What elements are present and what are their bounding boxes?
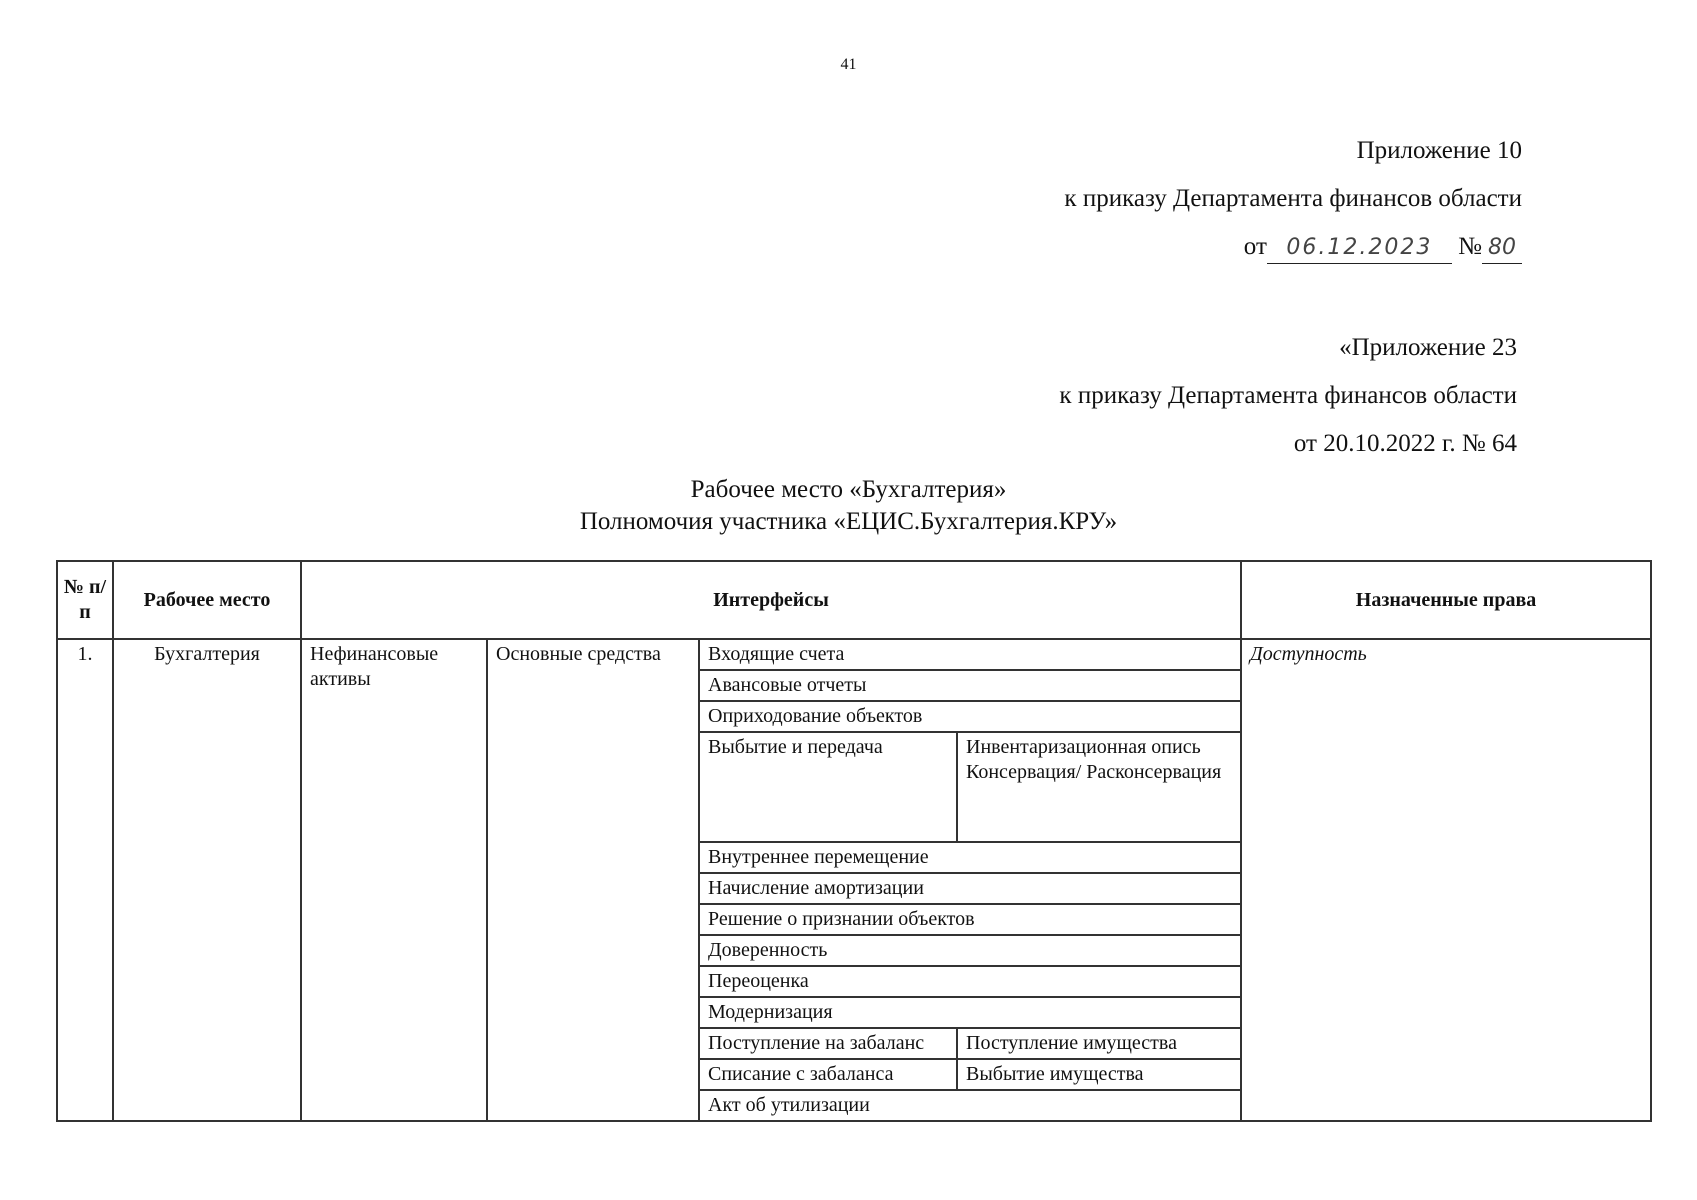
interface-item: Поступление на забаланс bbox=[699, 1028, 957, 1059]
interface-subitem: Инвентаризационная опись bbox=[966, 736, 1201, 758]
row-num: 1. bbox=[57, 639, 113, 1121]
attachment-new-line1: Приложение 10 bbox=[1356, 137, 1522, 164]
interface-item: Начисление амортизации bbox=[699, 873, 1241, 904]
attachment-old-line1: «Приложение 23 bbox=[1339, 334, 1517, 361]
attachment-old-line3: от 20.10.2022 г. № 64 bbox=[1293, 430, 1517, 457]
page-number: 41 bbox=[840, 56, 857, 73]
interface-subitem: Поступление имущества bbox=[957, 1028, 1241, 1059]
header-workplace: Рабочее место bbox=[113, 561, 301, 639]
interface-item: Модернизация bbox=[699, 997, 1241, 1028]
attachment-new-line3 bbox=[1244, 232, 1522, 264]
row-workplace: Бухгалтерия bbox=[113, 639, 301, 1121]
header-num: № п/п bbox=[57, 561, 113, 639]
interface-item: Доверенность bbox=[699, 935, 1241, 966]
document-title: Рабочее место «Бухгалтерия» bbox=[690, 476, 1007, 503]
row-section: Нефинансовые активы bbox=[301, 639, 487, 1121]
interface-subitems bbox=[957, 732, 1241, 842]
handwritten-date: 06.12.2023 bbox=[1267, 233, 1452, 264]
document-subtitle: Полномочия участника «ЕЦИС.Бухгалтерия.КРУ» bbox=[579, 508, 1118, 535]
interface-item: Авансовые отчеты bbox=[699, 670, 1241, 701]
attachment-date-prefix: от bbox=[1243, 233, 1267, 260]
attachment-old-line2: к приказу Департамента финансов области bbox=[1059, 382, 1517, 409]
table-header-row bbox=[57, 561, 1651, 639]
row-rights: Доступность bbox=[1241, 639, 1651, 1121]
interface-item: Входящие счета bbox=[699, 639, 1241, 670]
rights-table bbox=[56, 560, 1652, 1122]
handwritten-number: 80 bbox=[1482, 233, 1522, 264]
attachment-number-prefix: № bbox=[1458, 233, 1482, 260]
table-row bbox=[57, 639, 1651, 670]
interface-item: Списание с забаланса bbox=[699, 1059, 957, 1090]
interface-subitem: Выбытие имущества bbox=[957, 1059, 1241, 1090]
row-subsection: Основные средства bbox=[487, 639, 699, 1121]
interface-item: Переоценка bbox=[699, 966, 1241, 997]
interface-item: Акт об утилизации bbox=[699, 1090, 1241, 1121]
interface-subitem: Консервация/ Расконсервация bbox=[966, 761, 1222, 783]
interface-item: Внутреннее перемещение bbox=[699, 842, 1241, 873]
attachment-new-line2: к приказу Департамента финансов области bbox=[1064, 185, 1522, 212]
interface-item: Решение о признании объектов bbox=[699, 904, 1241, 935]
header-interfaces: Интерфейсы bbox=[301, 561, 1241, 639]
interface-item: Оприходование объектов bbox=[699, 701, 1241, 732]
interface-item: Выбытие и передача bbox=[699, 732, 957, 842]
header-rights: Назначенные права bbox=[1241, 561, 1651, 639]
